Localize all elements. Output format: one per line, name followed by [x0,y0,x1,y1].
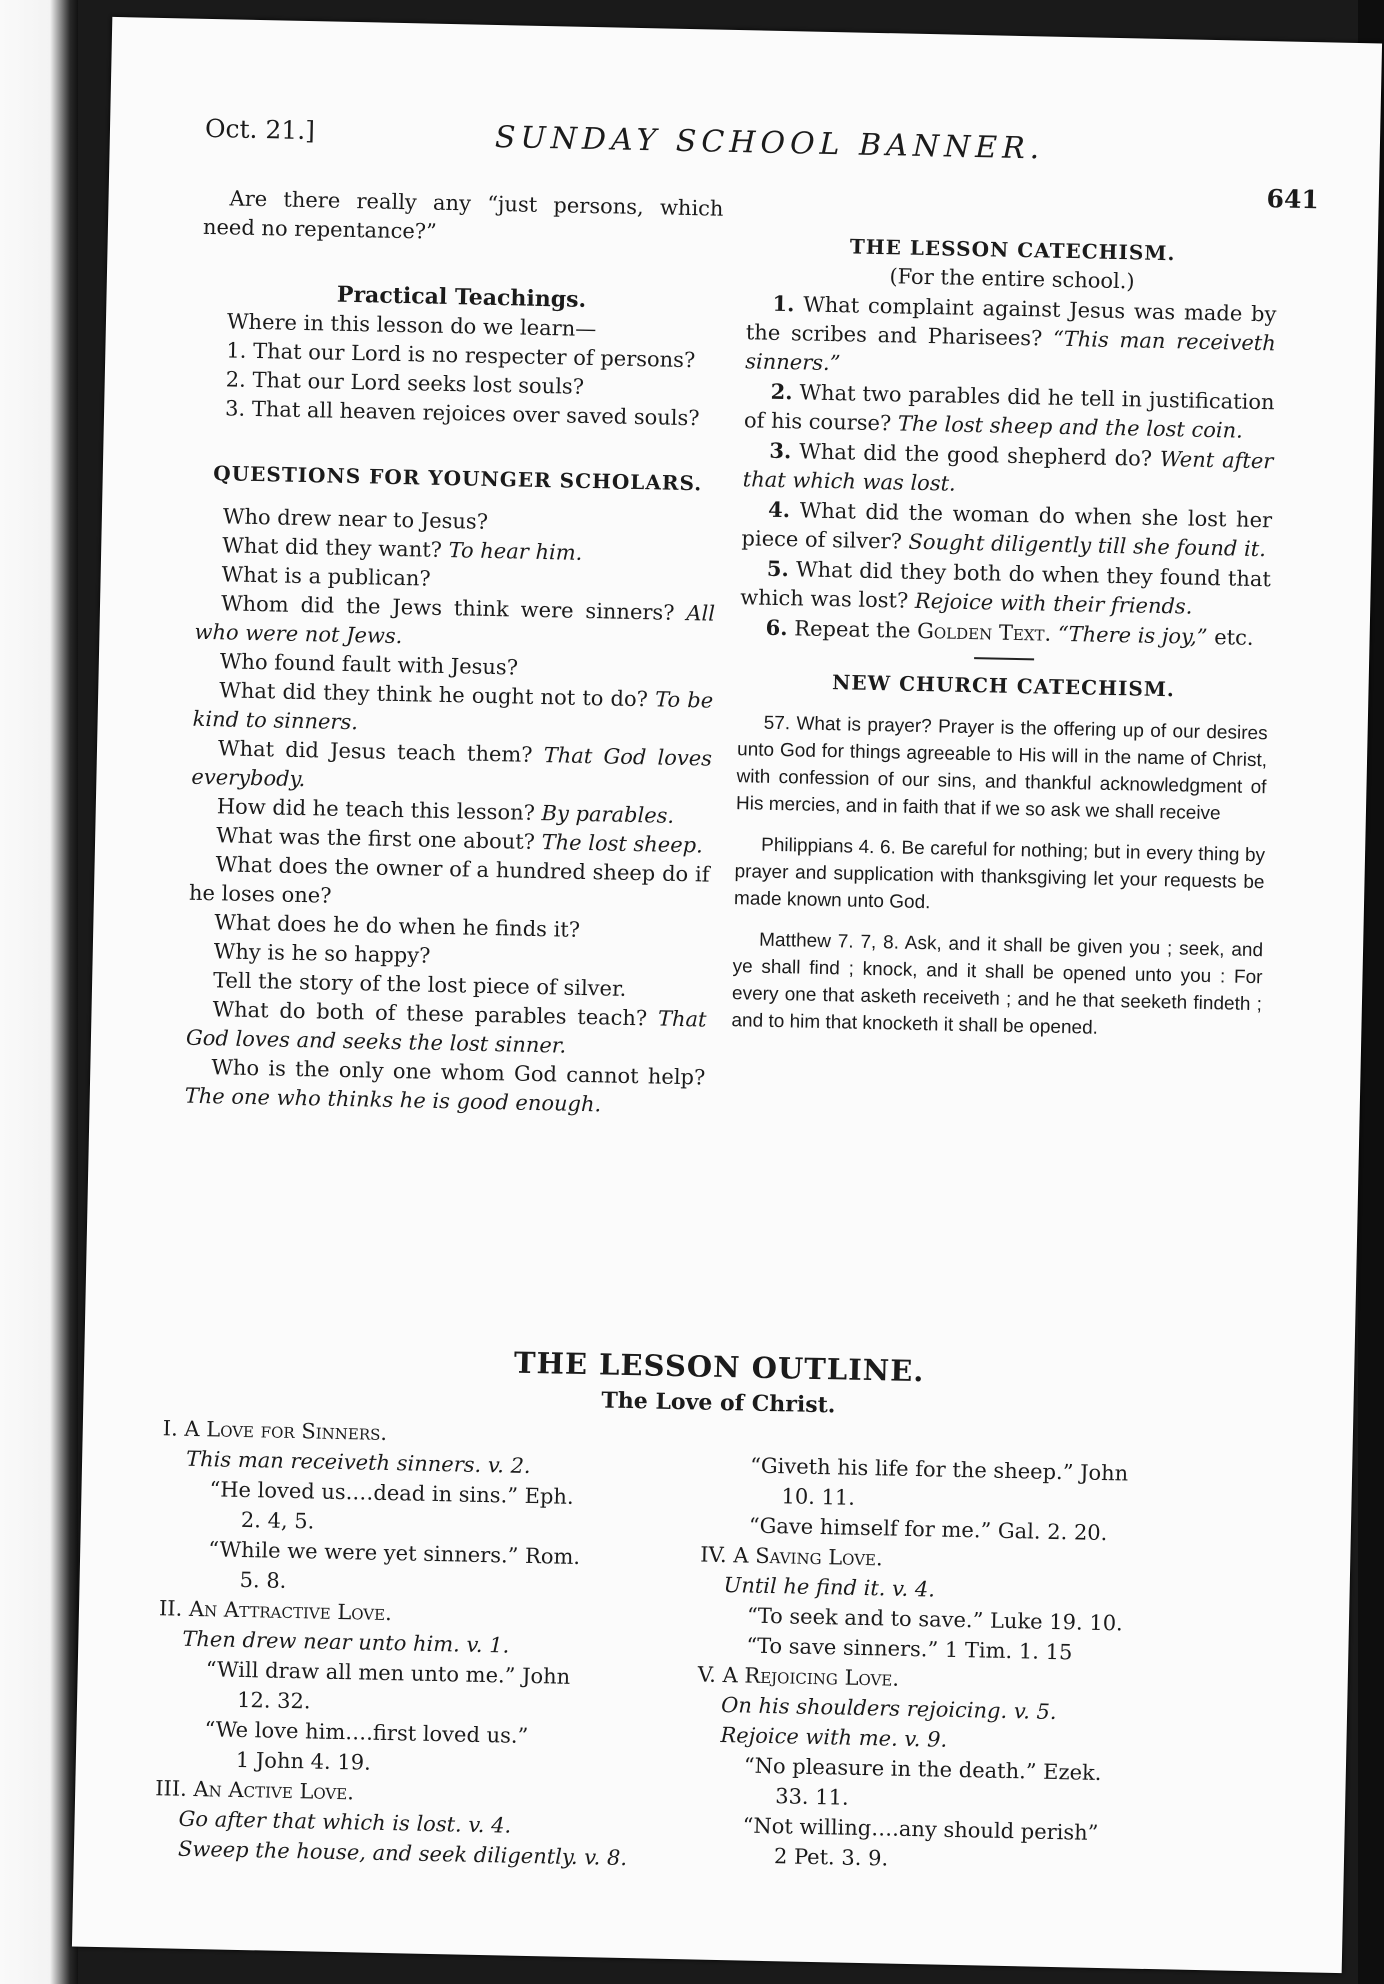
outline-entry: “No pleasure in the death.” Ezek. [743,1753,1102,1786]
new-church-catechism-heading: NEW CHURCH CATECHISM. [831,670,1176,702]
younger-scholars-heading: QUESTIONS FOR YOUNGER SCHOLARS. [213,461,703,496]
practical-teachings-heading: Practical Teachings. [336,281,587,313]
younger-question: What did they think he ought not to do? To be kind to sinners. [192,678,714,735]
younger-question: Who found fault with Jesus? [219,649,519,680]
younger-question: Who is the only one whom God cannot help? The one who thinks he is good enough. [184,1055,706,1117]
younger-question: Why is he so happy? [213,939,431,968]
outline-entry: “Not willing….any should perish” [742,1813,1099,1845]
catechism-item: 3. What did the good shepherd do? Went after that which was lost. [742,437,1274,496]
publication-title: SUNDAY SCHOOL BANNER. [494,119,1045,167]
outline-section: IV. A Saving Love. [700,1542,883,1571]
outline-entry: Rejoice with me. v. 9. [720,1723,948,1752]
scripture-philippians: Philippians 4. 6. Be careful for nothing; but in every thing by prayer and supplication with thanksgiving let your requests be made known unto God. [733,834,1266,914]
younger-answer: That God loves everybody. [191,743,713,792]
scripture-matthew: Matthew 7. 7, 8. Ask, and it shall be given you ; seek, and ye shall find ; knock, and it shall be opened unto you : For every one that asketh receiveth ; and he that seeketh findeth ; and to him that knocketh it shall be opened. [731,929,1264,1039]
practical-lead: Where in this lesson do we learn— [226,309,597,342]
younger-answer: The one who thinks he is good enough. [184,1083,602,1117]
left-column [184,184,723,1122]
younger-question: Who drew near to Jesus? [222,504,489,534]
outline-entry: 12. 32. [236,1687,311,1714]
outline-entry: “We love him….first loved us.” [204,1717,529,1748]
outline-entry: Until he find it. v. 4. [723,1573,936,1602]
outline-entry: 2. 4, 5. [240,1507,315,1534]
outline-entry: “Will draw all men unto me.” John [205,1657,571,1689]
outline-entry: On his shoulders rejoicing. v. 5. [720,1693,1057,1725]
outline-entry: 10. 11. [781,1484,856,1510]
younger-question: Whom did the Jews think were sinners? All who were not Jews. [194,591,716,649]
page-number: 641 [1266,184,1320,215]
outline-entry: “Giveth his life for the sheep.” John [749,1453,1129,1486]
outline-entry: 2 Pet. 3. 9. [773,1844,889,1871]
catechism-item: 6. Repeat the Golden Text. “There is joy,” etc. [765,614,1254,650]
younger-answer: The lost sheep. [541,830,704,858]
younger-question: What did they want? To hear him. [222,533,583,565]
adjacent-page-edge [0,0,78,1984]
catechism-item: 1. What complaint against Jesus was made by the scribes and Pharisees? “This man receiveth sinners.” [745,290,1277,376]
outline-entry: 1 John 4. 19. [235,1747,372,1775]
outline-entry: This man receiveth sinners. v. 2. [185,1446,531,1478]
section-divider [974,657,1034,660]
practical-item: 1. That our Lord is no respecter of persons? [226,338,696,373]
outline-right-column [694,1450,1243,1881]
catechism-list [740,288,1277,623]
outline-entry: 33. 11. [774,1784,849,1810]
catechism-item: 5. What did they both do when they found that which was lost? Rejoice with their friends. [740,555,1272,619]
younger-question: How did he teach this lesson? By parables. [216,794,675,828]
outline-entry: “Gave himself for me.” Gal. 2. 20. [748,1513,1108,1546]
outline-section: I. A Love for Sinners. [162,1416,388,1445]
lesson-outline-subtitle: The Love of Christ. [601,1387,836,1419]
younger-answer: That God loves and seeks the lost sinner. [185,1006,707,1058]
outline-entry: “While we were yet sinners.” Rom. [208,1537,581,1570]
catechism-item: 2. What two parables did he tell in justification of his course? The lost sheep and the lost coin. [743,378,1275,443]
practical-item: 3. That all heaven rejoices over saved souls? [224,396,700,431]
younger-answer: To hear him. [448,538,583,565]
outline-entry: “To save sinners.” 1 Tim. 1. 15 [746,1633,1073,1665]
younger-answer: To be kind to sinners. [192,687,714,735]
intro-question: Are there really any “just persons, which need no repentance?” [202,186,724,244]
outline-entry: “He loved us.…dead in sins.” Eph. [209,1477,574,1509]
lesson-outline-heading: THE LESSON OUTLINE. [513,1345,925,1389]
lesson-catechism-heading: THE LESSON CATECHISM. [849,234,1176,266]
younger-answer: All who were not Jews. [194,601,716,649]
younger-answer: By parables. [541,801,675,828]
younger-question: What do both of these parables teach? That God loves and seeks the lost sinner. [185,997,707,1058]
younger-questions-list [184,502,717,1122]
outline-entry: Go after that which is lost. v. 4. [178,1806,512,1838]
outline-entry: Sweep the house, and seek diligently. v. 8. [177,1836,628,1871]
right-column [731,230,1278,1045]
younger-question: Tell the story of the lost piece of silver. [212,968,627,1001]
outline-section: II. An Attractive Love. [158,1596,393,1626]
outline-section: III. An Active Love. [155,1776,355,1805]
document-page [72,17,1382,1973]
outline-entry: Then drew near unto him. v. 1. [182,1626,510,1658]
outline-entry: 5. 8. [239,1567,287,1593]
practical-item: 2. That our Lord seeks lost souls? [225,367,585,399]
younger-question: What does he do when he finds it? [214,910,581,942]
lesson-catechism-subtitle: (For the entire school.) [889,264,1135,294]
catechism-q57: 57. What is prayer? Prayer is the offering up of our desires unto God for things agreeable to His will in the name of Christ, with confession of our sins, and thankful acknowledgment of His mercies, and in faith that if we so ask we shall receive [735,712,1268,825]
catechism-item: 4. What did the woman do when she lost her piece of silver? Sought diligently till she found it. [741,496,1273,562]
younger-question: What did Jesus teach them? That God loves everybody. [191,736,713,792]
younger-question: What is a publican? [221,562,431,591]
outline-left-column [154,1413,663,1873]
running-header [204,113,1320,215]
outline-section: V. A Rejoicing Love. [697,1662,900,1691]
issue-date: Oct. 21.] [204,113,316,146]
younger-question: What was the first one about? The lost sheep. [215,823,704,858]
younger-question: What does the owner of a hundred sheep do if he loses one? [188,852,710,908]
outline-entry: “To seek and to save.” Luke 19. 10. [746,1603,1124,1636]
